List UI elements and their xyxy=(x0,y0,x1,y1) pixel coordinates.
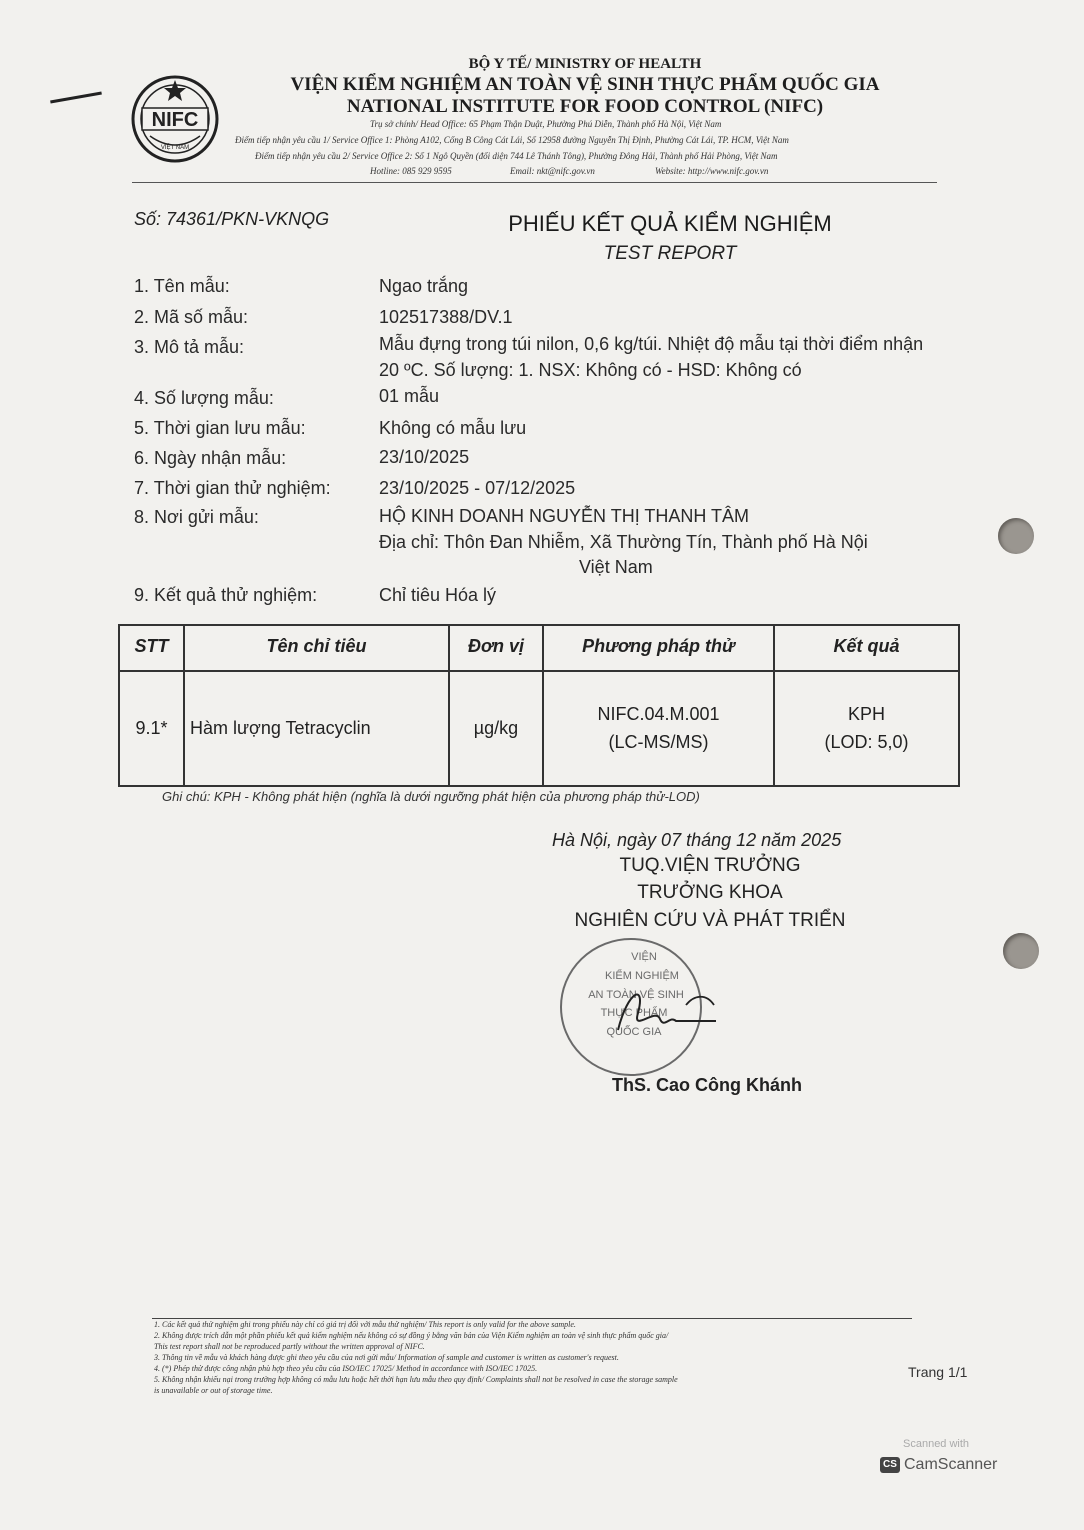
punch-hole-bottom xyxy=(1003,933,1039,969)
svg-text:VIỆT NAM: VIỆT NAM xyxy=(160,145,190,151)
field-label-quantity: 4. Số lượng mẫu: xyxy=(134,388,274,408)
table-header-method: Phương pháp thử xyxy=(582,636,735,656)
field-value-sender: HỘ KINH DOANH NGUYỄN THỊ THANH TÂM xyxy=(379,506,750,526)
table-cell-method-technique: (LC-MS/MS) xyxy=(608,732,709,752)
report-title: PHIẾU KẾT QUẢ KIỂM NGHIỆM xyxy=(508,211,832,236)
field-value-sender-address: Địa chỉ: Thôn Đan Nhiễm, Xã Thường Tín, Thành phố Hà Nội xyxy=(379,532,868,552)
field-label-description: 3. Mô tả mẫu: xyxy=(134,337,245,357)
field-label-test-period: 7. Thời gian thử nghiệm: xyxy=(134,478,331,498)
footer-note-2: 2. Không được trích dẫn một phần phiếu kết quả kiểm nghiệm nếu không có sự đồng ý bằng văn bản của Viện Kiểm nghiệm an toàn vệ sinh thực phẩm quốc gia/ xyxy=(154,1331,669,1340)
header-divider xyxy=(132,182,937,183)
service-office-1: Điểm tiếp nhận yêu cầu 1/ Service Office 1: Phòng A102, Cổng B Công Cát Lái, Số 12958 đường Nguyễn Thị Định, Phường Cát Lái, TP. HCM, Việt Nam xyxy=(235,135,789,145)
field-label-test-result: 9. Kết quả thử nghiệm: xyxy=(134,585,318,605)
head-office: Trụ sở chính/ Head Office: 65 Phạm Thận Duật, Phường Phú Diễn, Thành phố Hà Nội, Việt Nam xyxy=(370,119,722,129)
field-label-sender: 8. Nơi gửi mẫu: xyxy=(134,507,259,527)
footer-note-2-en: This test report shall not be reproduced partly without the written approval of NIFC. xyxy=(154,1342,425,1351)
field-value-description: Mẫu đựng trong túi nilon, 0,6 kg/túi. Nhiệt độ mẫu tại thời điểm nhận xyxy=(379,334,924,354)
table-header-result: Kết quả xyxy=(833,636,900,656)
table-cell-name: Hàm lượng Tetracyclin xyxy=(190,718,371,738)
field-label-received-date: 6. Ngày nhận mẫu: xyxy=(134,448,287,468)
table-header-stt: STT xyxy=(134,636,169,656)
stamp-line-5: QUỐC GIA xyxy=(606,1026,662,1038)
institute-name-vn: VIỆN KIỂM NGHIỆM AN TOÀN VỆ SINH THỰC PHẨM QUỐC GIA xyxy=(290,74,880,95)
footer-note-4: 4. (*) Phép thử được công nhận phù hợp theo yêu cầu của ISO/IEC 17025/ Method in accordance with ISO/IEC 17025. xyxy=(154,1364,538,1373)
institute-name-en: NATIONAL INSTITUTE FOR FOOD CONTROL (NIFC) xyxy=(346,96,824,117)
table-header-unit: Đơn vị xyxy=(467,636,525,656)
table-cell-stt: 9.1* xyxy=(135,718,168,738)
pen-mark xyxy=(50,92,102,104)
table-header-divider xyxy=(120,670,958,672)
camscanner-watermark xyxy=(880,1456,997,1474)
website: Website: http://www.nifc.gov.vn xyxy=(655,166,769,176)
stamp-line-3: AN TOÀN VỆ SINH xyxy=(588,989,684,1001)
field-value-test-result: Chỉ tiêu Hóa lý xyxy=(379,585,497,605)
footer-divider xyxy=(152,1318,912,1319)
report-subtitle: TEST REPORT xyxy=(603,243,737,264)
ministry-name: BỘ Y TẾ/ MINISTRY OF HEALTH xyxy=(468,56,702,72)
field-value-quantity: 01 mẫu xyxy=(379,386,440,406)
service-office-2: Điểm tiếp nhận yêu cầu 2/ Service Office 2: Số 1 Ngô Quyền (đối diện 744 Lê Thánh Tông), Phường Đông Hải, Thành phố Hải Phòng, Việt Nam xyxy=(255,151,778,161)
scanned-with-label: Scanned with xyxy=(903,1438,970,1450)
stamp-line-2: KIỂM NGHIỆM xyxy=(605,970,679,982)
field-value-sender-country: Việt Nam xyxy=(579,557,653,577)
field-label-retention: 5. Thời gian lưu mẫu: xyxy=(134,418,306,438)
place-and-date: Hà Nội, ngày 07 tháng 12 năm 2025 xyxy=(552,830,842,850)
page-number: Trang 1/1 xyxy=(908,1364,968,1380)
signatory-title-2: TRƯỞNG KHOA xyxy=(637,882,783,903)
svg-text:NIFC: NIFC xyxy=(151,109,199,131)
camscanner-icon: CS xyxy=(880,1457,900,1473)
nifc-logo xyxy=(130,74,220,164)
footer-note-1: 1. Các kết quả thử nghiệm ghi trong phiếu này chỉ có giá trị đối với mẫu thử nghiệm/ This report is only valid for the above sample. xyxy=(154,1320,576,1329)
footer-note-5-cont: is unavailable or out of storage time. xyxy=(154,1386,273,1395)
table-note: Ghi chú: KPH - Không phát hiện (nghĩa là dưới ngưỡng phát hiện của phương pháp thử-LOD) xyxy=(162,789,700,804)
field-value-test-period: 23/10/2025 - 07/12/2025 xyxy=(379,478,576,498)
document-number: Số: 74361/PKN-VKNQG xyxy=(134,209,330,229)
official-stamp xyxy=(556,935,716,1080)
table-cell-result-lod: (LOD: 5,0) xyxy=(824,732,909,752)
field-value-sample-code: 102517388/DV.1 xyxy=(379,307,513,327)
stamp-line-4: THỰC PHẨM xyxy=(600,1007,668,1019)
field-value-description-cont: 20 ºC. Số lượng: 1. NSX: Không có - HSD: Không có xyxy=(379,360,802,380)
signatory-name: ThS. Cao Công Khánh xyxy=(612,1075,802,1095)
table-header-name: Tên chỉ tiêu xyxy=(266,636,367,656)
signatory-title-1: TUQ.VIỆN TRƯỞNG xyxy=(619,855,801,876)
field-value-sample-name: Ngao trắng xyxy=(379,276,469,296)
result-table xyxy=(118,624,960,787)
stamp-line-1: VIỆN xyxy=(631,951,657,963)
field-value-retention: Không có mẫu lưu xyxy=(379,418,527,438)
table-cell-unit: µg/kg xyxy=(473,718,519,738)
footer-note-3: 3. Thông tin về mẫu và khách hàng được ghi theo yêu cầu của nơi gửi mẫu/ Information of sample and customer is written as customer's request. xyxy=(154,1353,619,1362)
hotline: Hotline: 085 929 9595 xyxy=(370,166,452,176)
table-cell-method-code: NIFC.04.M.001 xyxy=(597,704,720,724)
email: Email: nkt@nifc.gov.vn xyxy=(510,166,595,176)
table-cell-result: KPH xyxy=(847,704,885,724)
footer-note-5: 5. Không nhận khiếu nại trong trường hợp không có mẫu lưu hoặc hết thời hạn lưu mẫu theo quy định/ Complaints shall not be resolved in case the storage sample xyxy=(154,1375,678,1384)
field-label-sample-name: 1. Tên mẫu: xyxy=(134,276,230,296)
field-label-sample-code: 2. Mã số mẫu: xyxy=(134,307,249,327)
punch-hole-top xyxy=(998,518,1034,554)
signatory-title-3: NGHIÊN CỨU VÀ PHÁT TRIỂN xyxy=(574,910,846,931)
field-value-received-date: 23/10/2025 xyxy=(379,447,470,467)
camscanner-brand: CamScanner xyxy=(904,1456,998,1473)
